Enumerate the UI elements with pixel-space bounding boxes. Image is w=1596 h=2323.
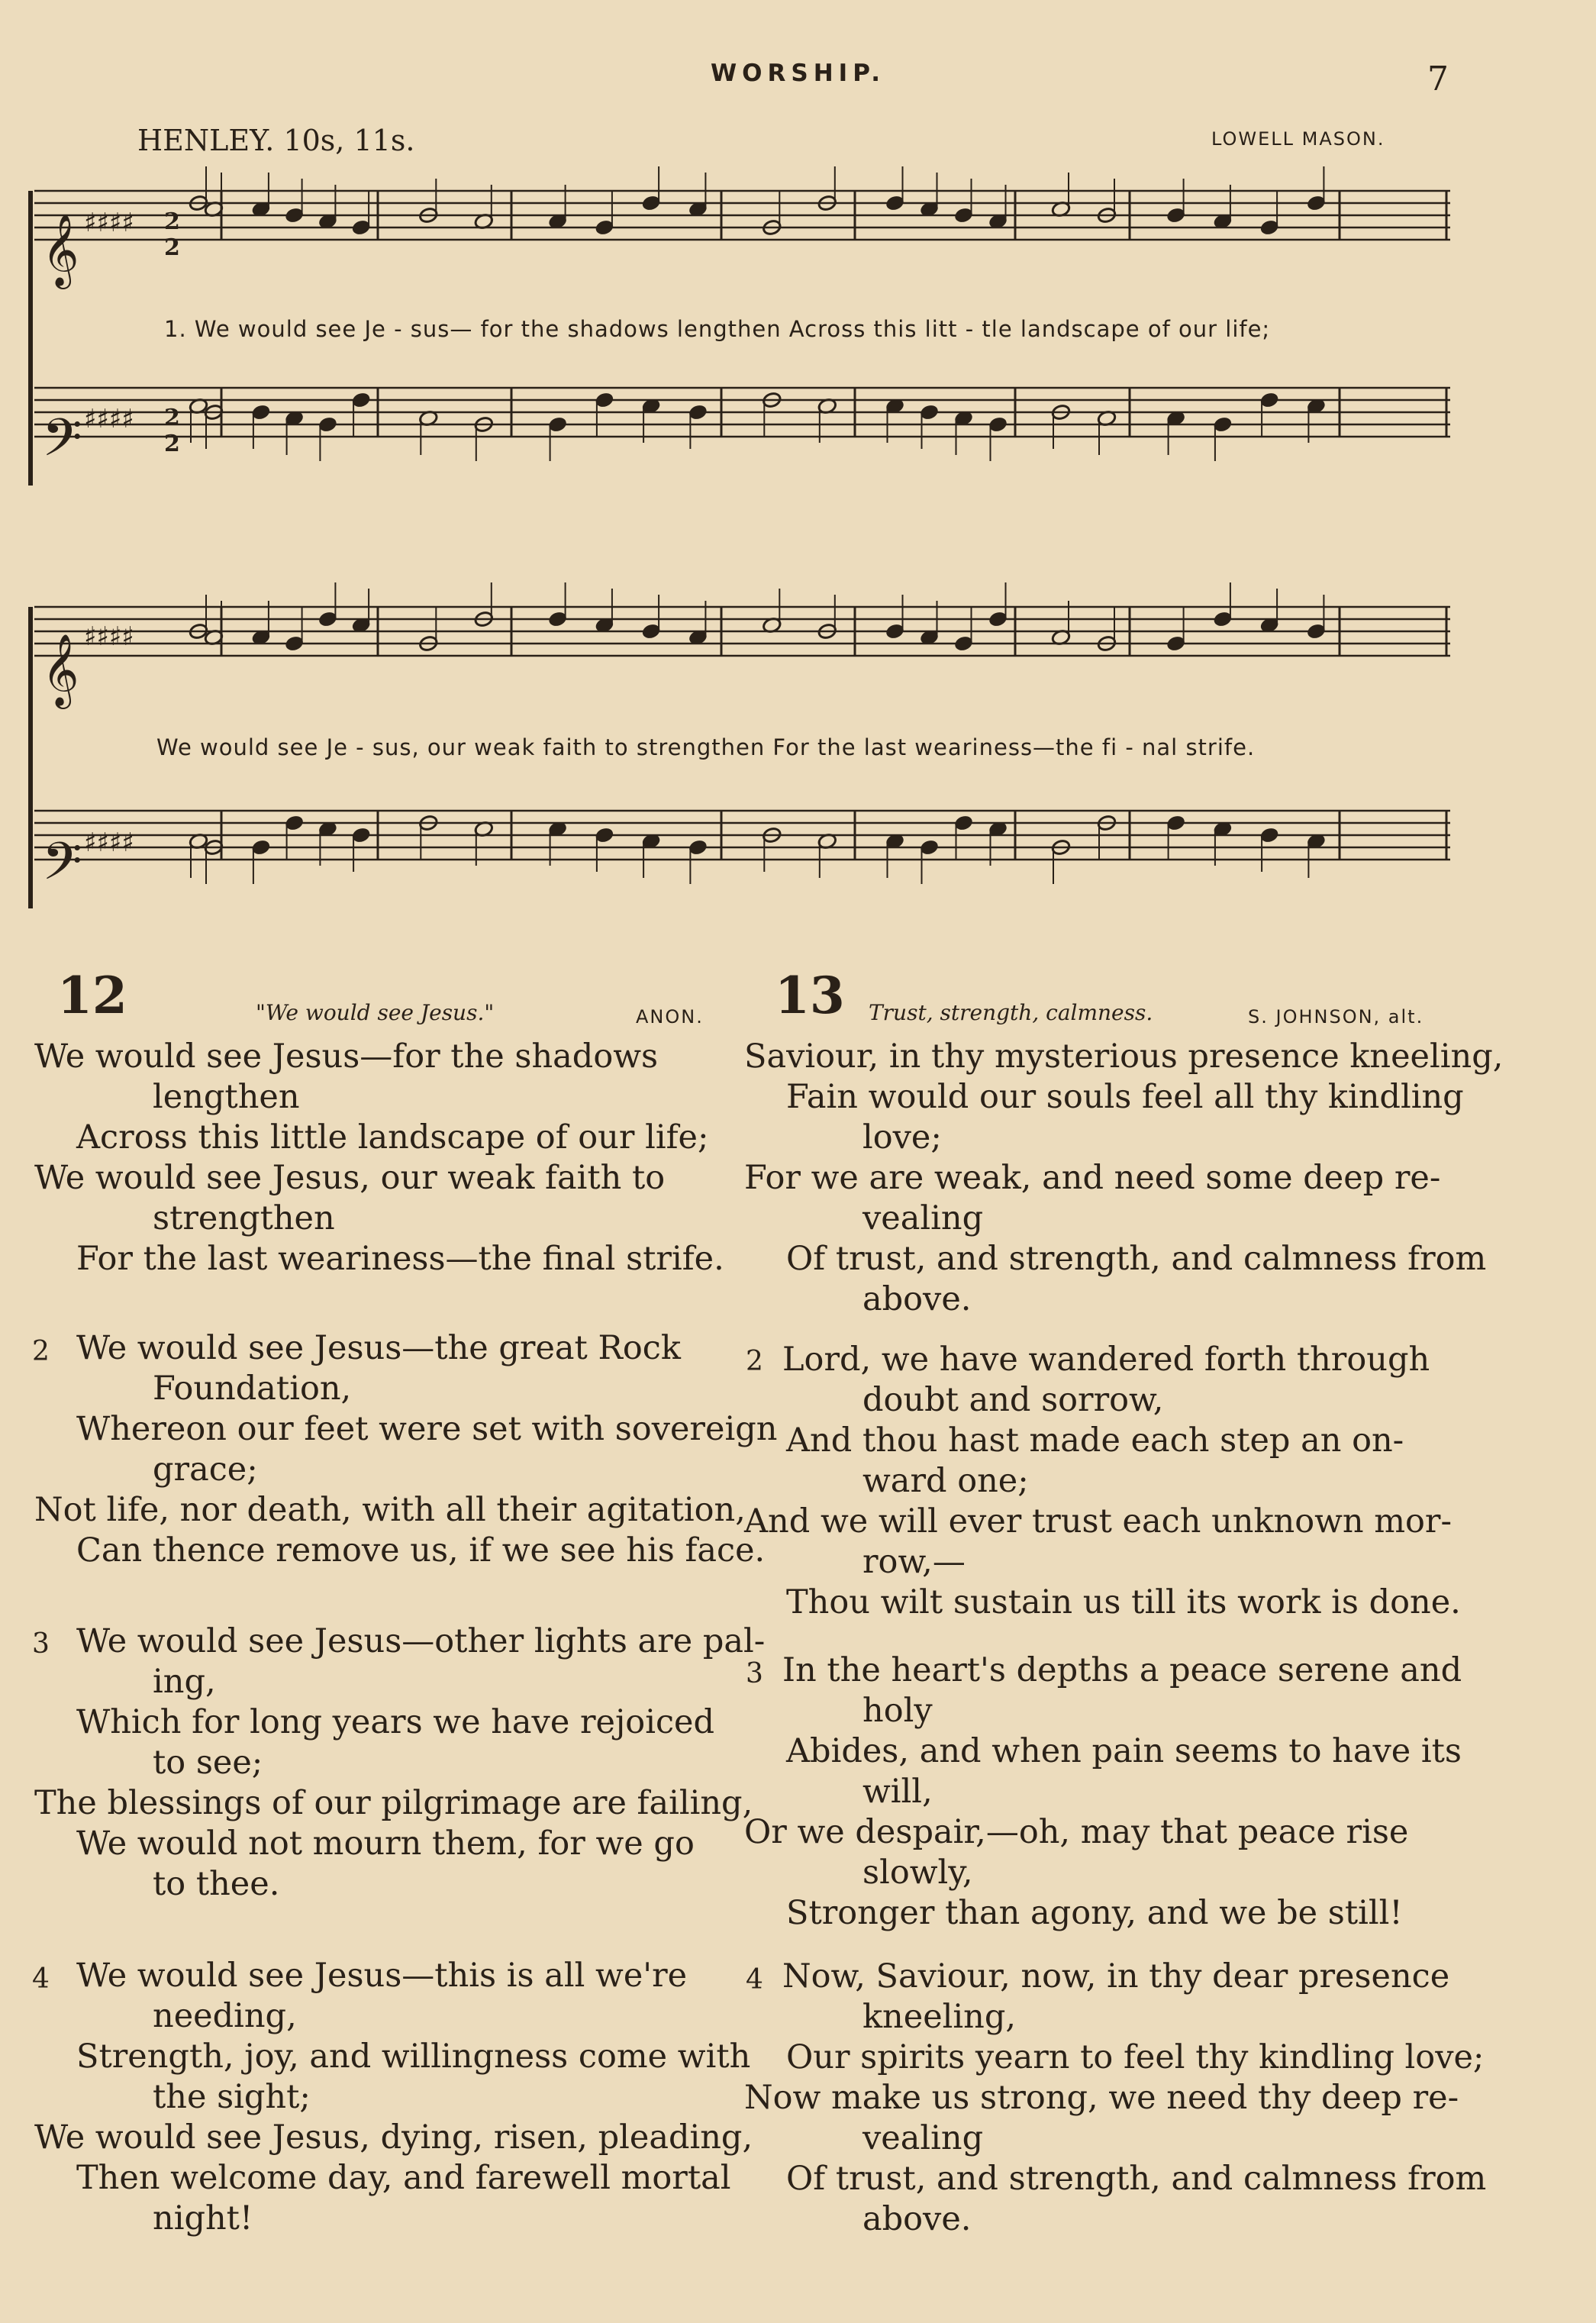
hymn-12-verse-1: We would see Jesus—for the shadows lengthen Across this little landscape of our life; We would see Jesus, our weak faith to strengthen For the last weariness—the final strife.: [34, 1037, 724, 1278]
hymn-12-verse-4: We would see Jesus—this is all we're needing, Strength, joy, and willingness come with the sight; We would see Jesus, dying, risen, pleading, Then welcome day, and farewell mortal night!: [34, 1957, 753, 2238]
composer: LOWELL MASON.: [1211, 128, 1385, 150]
hymn-13-verse-1: Saviour, in thy mysterious presence kneeling, Fain would our souls feel all thy kindling love; For we are weak, and need some deep re- vealing Of trust, and strength, and calmness from above.: [744, 1037, 1504, 1318]
hymn-author: S. JOHNSON, alt.: [1248, 1006, 1424, 1028]
hymn-12-verse-3: We would see Jesus—other lights are pal- ing, Which for long years we have rejoiced to see; The blessings of our pilgrimage are failing, We would not mourn them, for we go to thee.: [34, 1622, 766, 1903]
time-signature: 2: [164, 431, 180, 457]
verse-number: 3: [32, 1628, 50, 1660]
hymn-13-verse-2: Lord, we have wandered forth through doubt and sorrow, And thou hast made each step an on- ward one; And we will ever trust each unknown mor- row,— Thou wilt sustain us till its work is done.: [744, 1341, 1461, 1621]
key-signature: ♯♯♯♯: [84, 828, 134, 858]
music-lyric-line-1: 1. We would see Je - sus— for the shadows lengthen Across this litt - tle landscape of our life;: [164, 316, 1271, 342]
music-lyric-line-2: We would see Je - sus, our weak faith to strengthen For the last weariness—the fi - nal strife.: [156, 734, 1256, 760]
bar-lines: [31, 191, 1446, 908]
music-score: [0, 0, 1596, 962]
hymn-13-verse-4: Now, Saviour, now, in thy dear presence kneeling, Our spirits yearn to feel thy kindling love; Now make us strong, we need thy deep re- vealing Of trust, and strength, and calmness from above.: [744, 1957, 1487, 2238]
verse-number: 4: [746, 1964, 763, 1996]
hymn-number: 12: [57, 966, 127, 1025]
hymn-12-verse-2: We would see Jesus—the great Rock Foundation, Whereon our feet were set with sovereign grace; Not life, nor death, with all their agitation, Can thence remove us, if we see his face.: [34, 1329, 778, 1570]
running-header: WORSHIP.: [710, 60, 886, 87]
verse-number: 2: [32, 1336, 50, 1367]
verse-number: 3: [746, 1658, 763, 1689]
hymn-13-verse-3: In the heart's depths a peace serene and holy Abides, and when pain seems to have its will, Or we despair,—oh, may that peace rise slowly, Stronger than agony, and we be still!: [744, 1651, 1462, 1932]
key-signature: ♯♯♯♯: [84, 404, 134, 434]
treble-clef-icon: 𝄞: [42, 214, 79, 286]
notes: [189, 166, 1327, 884]
bass-clef-icon: 𝄢: [42, 408, 82, 481]
page-number: 7: [1427, 60, 1449, 98]
hymn-subtitle: Trust, strength, calmness.: [869, 1000, 1153, 1025]
hymn-subtitle: "We would see Jesus.": [256, 1000, 495, 1025]
treble-clef-icon: 𝄞: [42, 634, 79, 706]
verse-number: 4: [32, 1963, 50, 1995]
tune-name: HENLEY. 10s, 11s.: [137, 124, 415, 157]
time-signature: 2: [164, 208, 180, 235]
time-signature: 2: [164, 234, 180, 261]
key-signature: ♯♯♯♯: [84, 621, 134, 652]
key-signature: ♯♯♯♯: [84, 208, 134, 238]
verse-number: 2: [746, 1346, 763, 1377]
hymn-number: 13: [775, 966, 845, 1025]
bass-clef-icon: 𝄢: [42, 832, 82, 905]
hymn-author: ANON.: [636, 1006, 704, 1028]
time-signature: 2: [164, 405, 180, 431]
